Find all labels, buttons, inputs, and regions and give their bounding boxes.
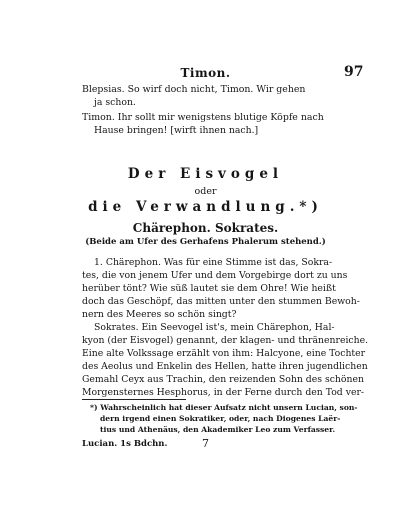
footnote-rule	[82, 399, 186, 400]
text-line: herüber tönt? Wie süß lautet sie dem Ohre! Wie heißt	[82, 283, 336, 294]
text-line: Gemahl Ceyx aus Trachin, den reizenden Sohn des schönen	[82, 374, 364, 385]
text-line: nern des Meeres so schön singt?	[82, 309, 237, 320]
printer-signature: Lucian. 1s Bdchn.	[82, 439, 168, 449]
sheet-number: 7	[202, 437, 209, 450]
text-line: Sokrates. Ein Seevogel ist's, mein Chärephon, Hal-	[94, 322, 335, 333]
chapter-title-line3: die Verwandlung.*)	[88, 199, 323, 215]
text-line: kyon (der Eisvogel) genannt, der klagen- und thränenreiche.	[82, 335, 369, 346]
stage-direction: (Beide am Ufer des Gerhafens Phalerum stehend.)	[85, 237, 326, 247]
text-line: Morgensternes Hesphorus, in der Ferne durch den Tod ver-	[82, 387, 365, 398]
dramatis-personae: Chärephon. Sokrates.	[132, 221, 279, 235]
footnote-line: tius und Athenäus, den Akademiker Leo zum Verfasser.	[100, 425, 336, 434]
text-line: doch das Geschöpf, das mitten unter den stummen Bewoh-	[82, 296, 360, 307]
text-line: Blepsias. So wirf doch nicht, Timon. Wir gehen	[82, 84, 306, 95]
text-line: 1. Chärephon. Was für eine Stimme ist das, Sokra-	[94, 257, 333, 268]
text-line: Timon. Ihr sollt mir wenigstens blutige Köpfe nach	[82, 112, 324, 123]
text-line: tes, die von jenem Ufer und dem Vorgebirge dort zu uns	[82, 270, 348, 281]
text-line: des Aeolus und Enkelin des Hellen, hatte ihren jugendlichen	[82, 361, 368, 372]
chapter-title-line2: oder	[194, 186, 217, 197]
running-head: Timon.	[180, 66, 231, 80]
footnote-line: *) Wahrscheinlich hat dieser Aufsatz nicht unsern Lucian, son-	[90, 403, 358, 412]
text-line: ja schon.	[94, 97, 136, 108]
chapter-title-line1: Der Eisvogel	[127, 166, 284, 182]
page-number: 97	[344, 64, 364, 80]
text-line: Hause bringen! [wirft ihnen nach.]	[94, 125, 259, 136]
text-line: Eine alte Volkssage erzählt von ihm: Halcyone, eine Tochter	[82, 348, 366, 359]
footnote-line: dern irgend einen Sokratiker, oder, nach Diogenes Laër-	[100, 414, 341, 423]
